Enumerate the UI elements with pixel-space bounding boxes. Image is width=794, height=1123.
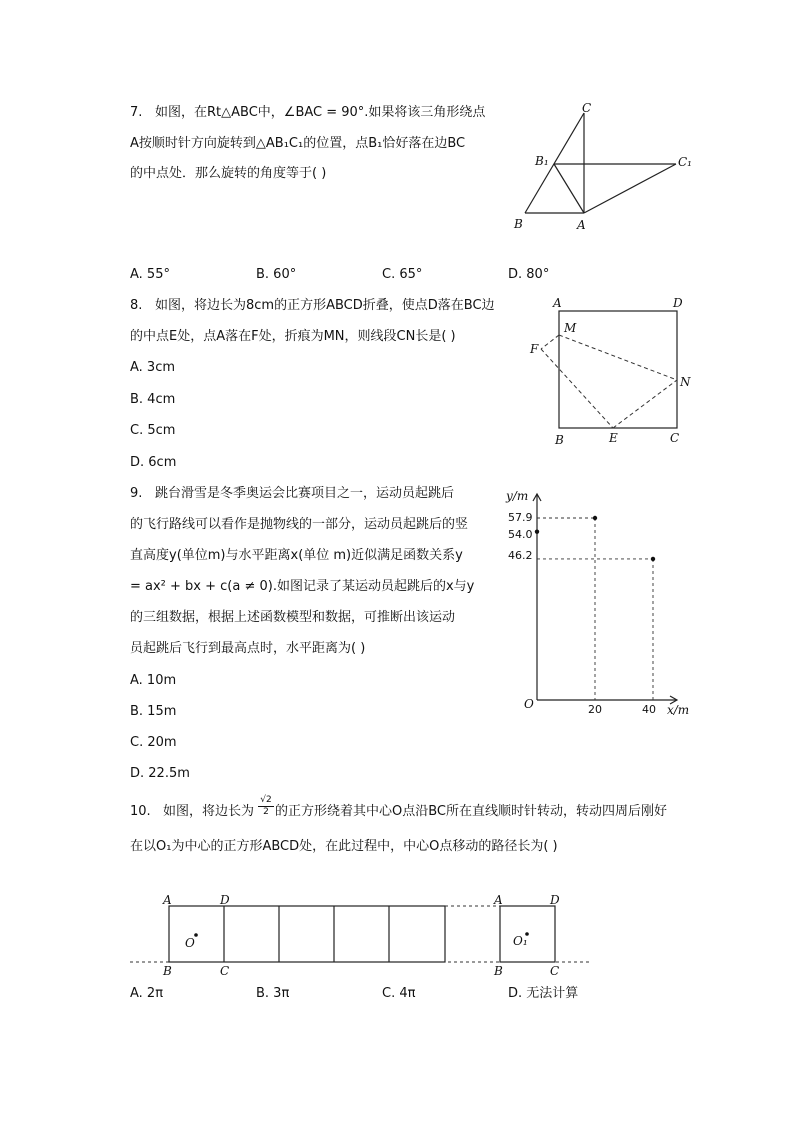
q10-label-B2: B [494,964,503,978]
q8-label-A: A [553,296,562,310]
q9-line6: 员起跳后飞行到最高点时，水平距离为( ) [130,641,366,656]
q7-line2: A按顺时针方向旋转到△AB₁C₁的位置，点B₁恰好落在边BC [130,136,466,151]
q7-option-c: C. 65° [382,267,423,282]
q10-label-A1: A [163,893,172,907]
q8-label-F: F [530,342,539,356]
q8-label-E: E [609,431,618,445]
q10-line1-post: 的正方形绕着其中心O点沿BC所在直线顺时针转动，转动四周后刚好 [275,804,667,819]
q9-xlabel: x/m [667,703,690,717]
q8-number: 8. [130,298,143,313]
q9-line5: 的三组数据，根据上述函数模型和数据，可推断出该运动 [130,610,456,625]
q7-label-A: A [577,218,586,232]
q7-line3: 的中点处．那么旋转的角度等于( ) [130,166,327,181]
q8-option-a: A. 3cm [130,360,176,375]
q8-label-D: D [673,296,683,310]
q10-option-b: B. 3π [256,986,290,1001]
q10-label-D1: D [220,893,230,907]
q8-option-b: B. 4cm [130,392,176,407]
q9-xtick-20: 20 [588,703,602,716]
q7-label-C1: C₁ [678,155,692,169]
q9-ylabel: y/m [506,489,529,503]
q10-fraction-numerator: √2 [258,795,274,807]
q10-option-a: A. 2π [130,986,164,1001]
q9-line3: 直高度y(单位m)与水平距离x(单位 m)近似满足函数关系y [130,548,463,563]
q9-line2: 的飞行路线可以看作是抛物线的一部分，运动员起跳后的竖 [130,517,469,532]
q7-label-B: B [514,217,523,231]
q8-option-c: C. 5cm [130,423,176,438]
q8-line1: 如图，将边长为8cm的正方形ABCD折叠，使点D落在BC边 [155,298,495,313]
q9-xtick-40: 40 [642,703,656,716]
q7-label-C: C [582,101,592,115]
q10-label-C1: C [220,964,230,978]
q10-line1-pre: 如图，将边长为 [163,804,255,819]
q7-label-B1: B₁ [535,154,549,168]
q10-line2: 在以O₁为中心的正方形ABCD处，在此过程中，中心O点移动的路径长为( ) [130,839,558,854]
q9-ytick-46.2: 46.2 [508,549,533,562]
q8-label-N: N [680,375,691,389]
q8-label-C: C [670,431,680,445]
q9-option-d: D. 22.5m [130,766,190,781]
q9-option-b: B. 15m [130,704,177,719]
q10-fraction-denominator: 2 [263,807,269,817]
q9-origin: O [524,697,534,711]
q10-label-O: O [185,936,195,950]
q9-number: 9. [130,486,143,501]
q10-label-O1: O₁ [513,934,528,948]
q10-label-A2: A [494,893,503,907]
q10-label-D2: D [550,893,560,907]
q9-option-c: C. 20m [130,735,177,750]
q10-number: 10. [130,804,151,819]
q9-line1: 跳台滑雪是冬季奥运会比赛项目之一，运动员起跳后 [155,486,455,501]
q8-line2: 的中点E处，点A落在F处，折痕为MN，则线段CN长是( ) [130,329,456,344]
q8-option-d: D. 6cm [130,455,177,470]
q7-option-d: D. 80° [508,267,550,282]
q8-label-B: B [555,433,564,447]
q10-label-C2: C [550,964,560,978]
q7-option-b: B. 60° [256,267,297,282]
q7-line1: 如图，在Rt△ABC中，∠BAC = 90°.如果将该三角形绕点 [155,105,486,120]
q10-option-c: C. 4π [382,986,416,1001]
q7-number: 7. [130,105,143,120]
q9-line4: = ax² + bx + c(a ≠ 0).如图记录了某运动员起跳后的x与y [130,579,475,594]
q9-option-a: A. 10m [130,673,177,688]
q7-option-a: A. 55° [130,267,170,282]
q9-ytick-57.9: 57.9 [508,511,533,524]
q10-label-B1: B [163,964,172,978]
q9-ytick-54.0: 54.0 [508,528,533,541]
q10-option-d: D. 无法计算 [508,986,579,1001]
q8-label-M: M [564,321,577,335]
